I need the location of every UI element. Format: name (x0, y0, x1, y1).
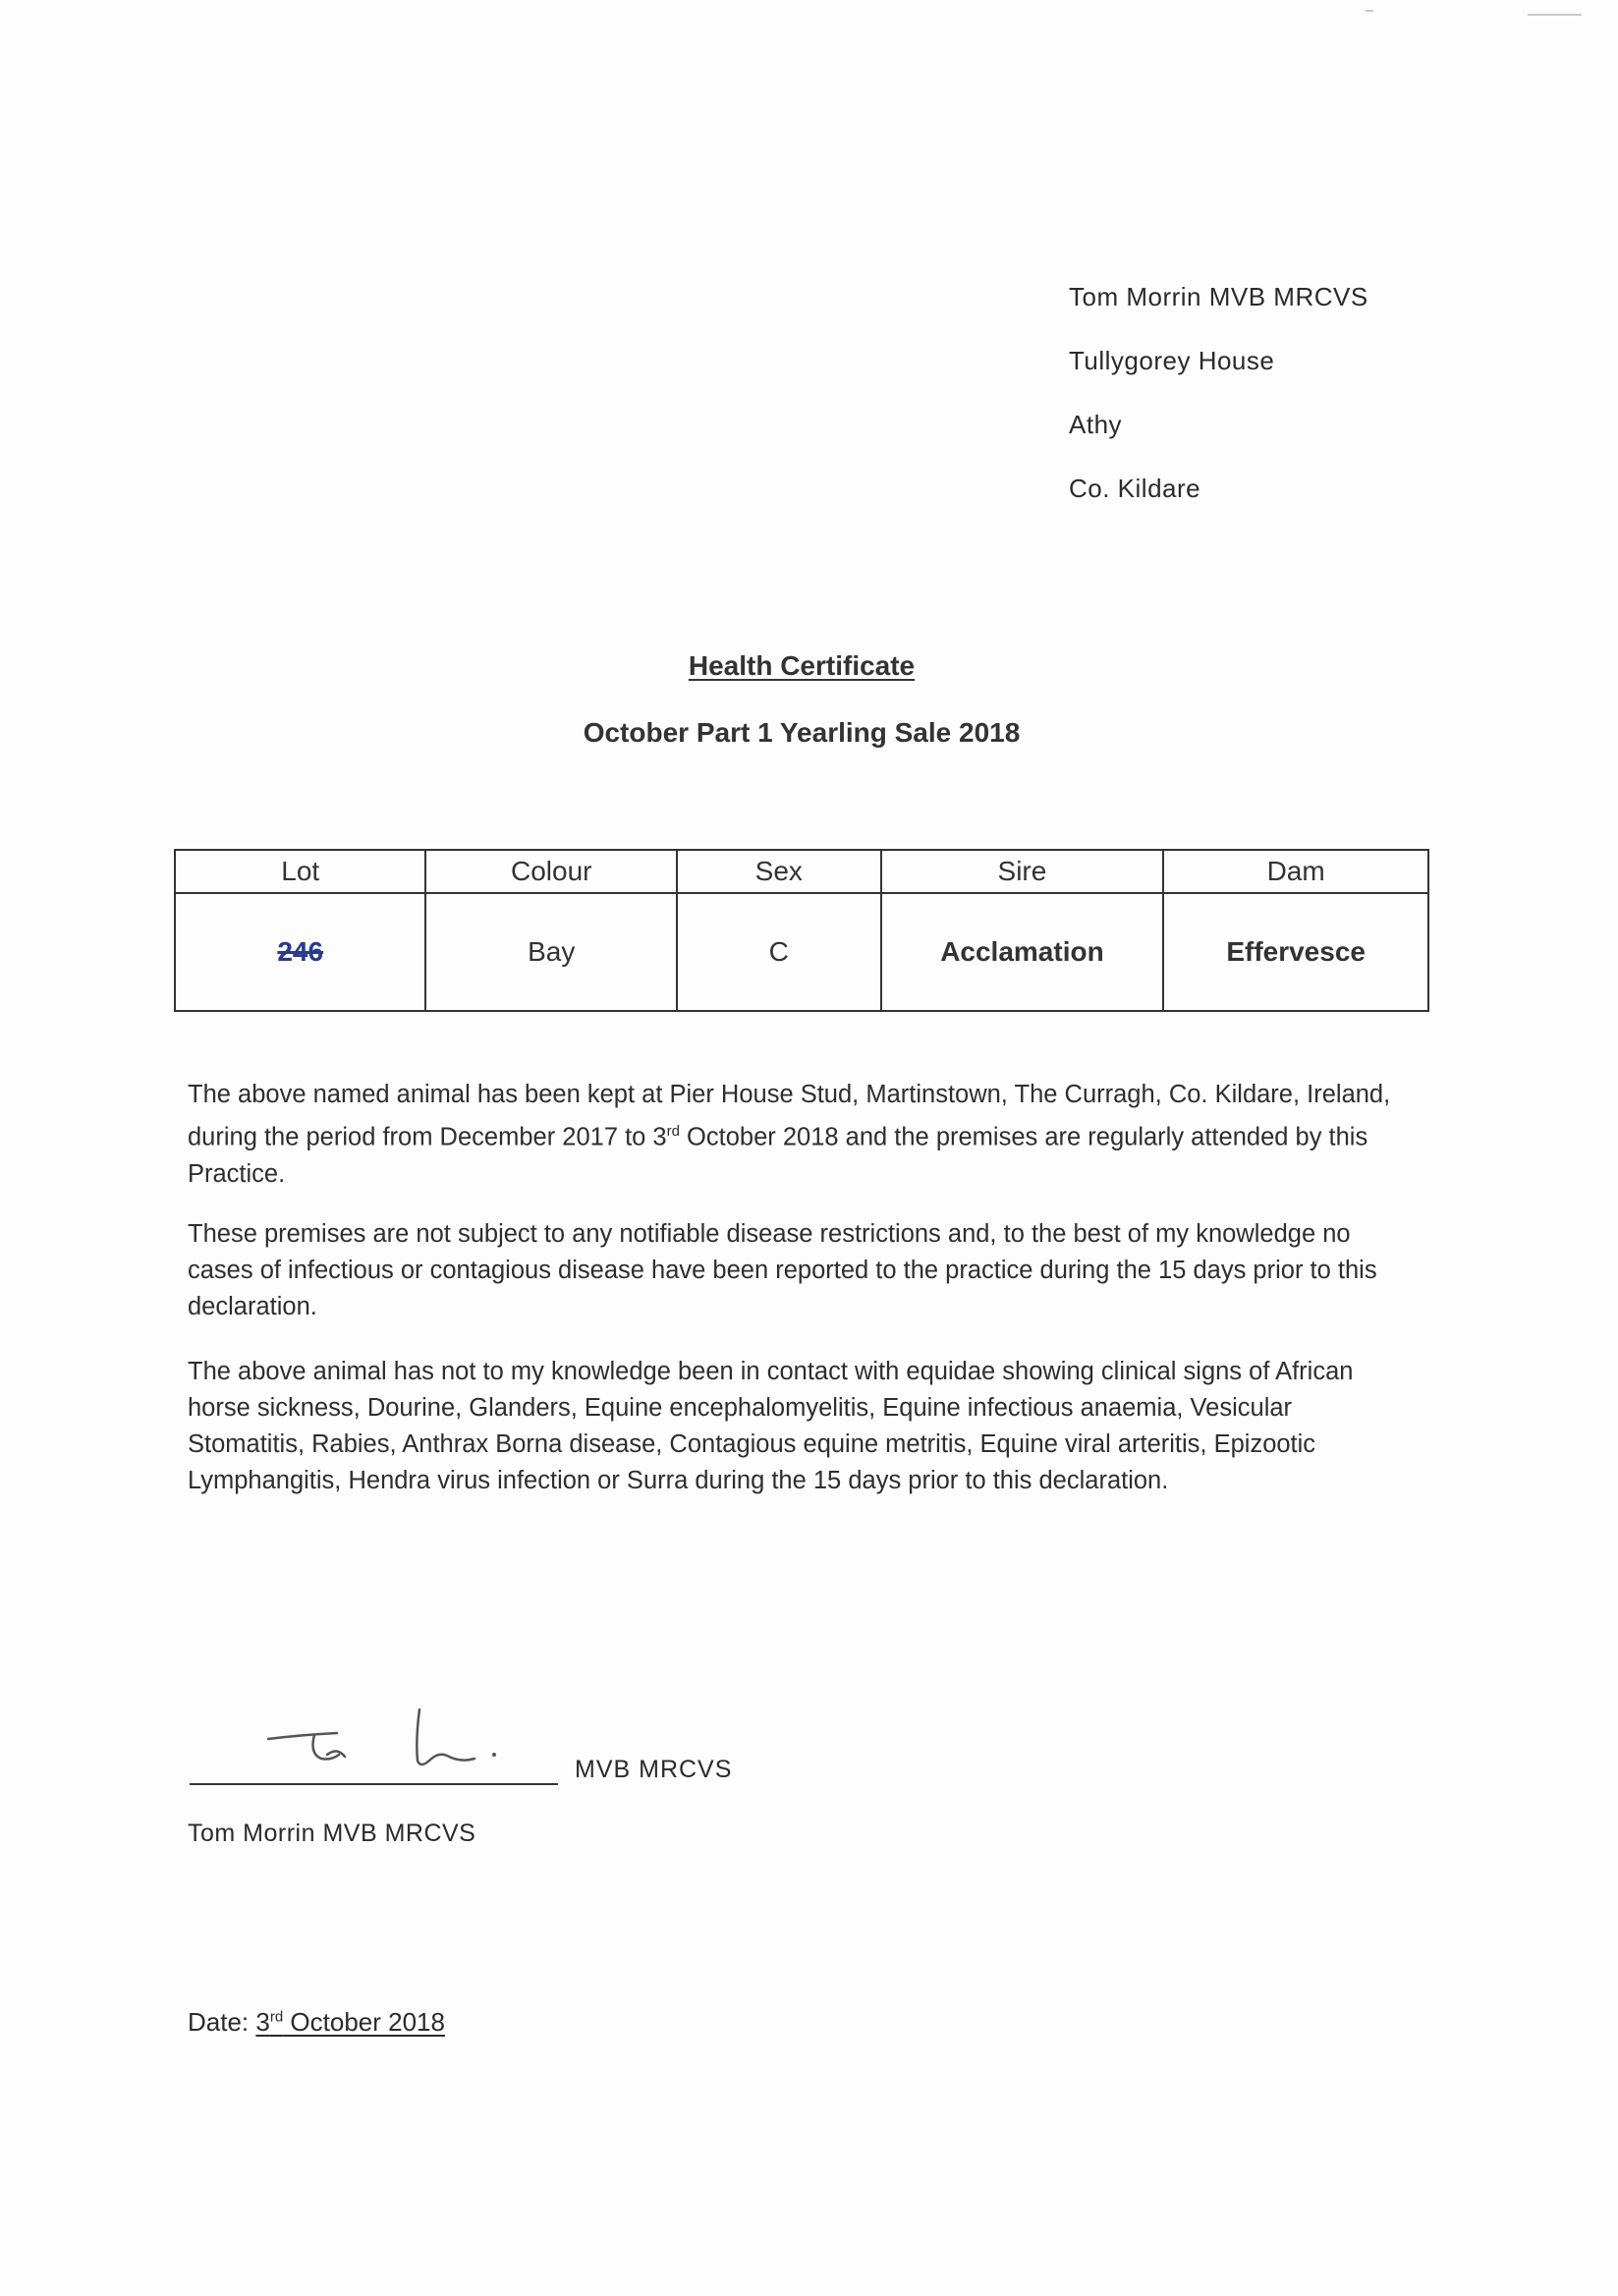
signature-credentials: MVB MRCVS (575, 1756, 733, 1783)
header-lot: Lot (175, 850, 425, 893)
paragraph-contact: The above animal has not to my knowledge been in contact with equidae showing clinical signs of African horse sickness, Dourine, Glanders, Equine encephalomyelitis, Equine infectious anaemia, Vesicular Stomatitis, Rabies, Anthrax Borna disease, Contagious equine metritis, Equine viral arteritis, Epizootic Lymphangitis, Hendra virus infection or Surra during the 15 days prior to this declaration. (188, 1358, 1354, 1494)
practice-address (1069, 265, 1368, 521)
cell-sex: C (677, 893, 881, 1011)
paragraph-restrictions: These premises are not subject to any notifiable disease restrictions and, to the best of my knowledge no cases of infectious or contagious disease have been reported to the practice during the 15 days prior to this declaration. (188, 1220, 1377, 1320)
practice-name: Tom Morrin MVB MRCVS (1069, 282, 1368, 311)
header-sex: Sex (677, 850, 881, 893)
certificate-date (188, 2007, 445, 2038)
table-row (175, 893, 1428, 1011)
signature-line (190, 1783, 558, 1785)
cell-lot (175, 893, 425, 1011)
date-day: 3 (255, 2007, 270, 2037)
lot-number: 246 (277, 936, 324, 967)
address-line-1: Tullygorey House (1069, 346, 1275, 375)
horse-details-table (174, 849, 1429, 1012)
handwritten-signature (260, 1700, 516, 1788)
header-dam: Dam (1163, 850, 1428, 893)
scan-artifact (1366, 10, 1373, 12)
paragraph-premises-part2: October 2018 and the premises are regularly attended by this Practice. (188, 1123, 1368, 1188)
date-label: Date: (188, 2007, 250, 2037)
table-header-row (175, 850, 1428, 893)
ordinal-suffix: rd (666, 1123, 680, 1140)
signer-name: Tom Morrin MVB MRCVS (188, 1820, 476, 1847)
date-month-year: October 2018 (283, 2007, 445, 2037)
scan-artifact (1528, 14, 1582, 16)
address-line-2: Athy (1069, 410, 1123, 439)
paragraph-premises-part1: The above named animal has been kept at Pier House Stud, Martinstown, The Curragh, Co. Kildare, Ireland, during the period from December 2017 to 3 (188, 1081, 1391, 1151)
document-title (0, 650, 1603, 682)
cell-sire: Acclamation (881, 893, 1164, 1011)
address-line-3: Co. Kildare (1069, 474, 1201, 503)
paragraph-premises (188, 1077, 1406, 1193)
cell-colour: Bay (425, 893, 677, 1011)
header-sire: Sire (881, 850, 1164, 893)
document-subtitle: October Part 1 Yearling Sale 2018 (583, 717, 1021, 748)
date-ordinal: rd (269, 2008, 284, 2026)
date-value (255, 2007, 445, 2037)
cell-dam: Effervesce (1163, 893, 1428, 1011)
document-title-text: Health Certificate (688, 650, 916, 681)
header-colour: Colour (425, 850, 677, 893)
